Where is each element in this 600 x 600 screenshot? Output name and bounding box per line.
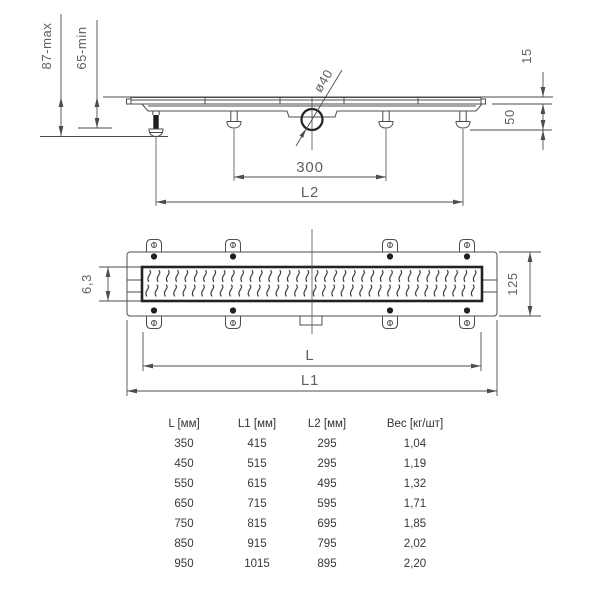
table-cell: 450 — [174, 458, 194, 470]
dim-body-height: 50 — [502, 109, 517, 125]
dim-l: L — [305, 347, 315, 364]
table-cell: 1,04 — [403, 438, 427, 450]
table-header-l: L [мм] — [168, 418, 200, 430]
table-header-wes: Вес [кг/шт] — [386, 418, 444, 430]
table-cell: 795 — [317, 538, 337, 550]
table-header-l1: L1 [мм] — [237, 418, 277, 430]
dim-max-height: 87-max — [39, 22, 54, 70]
table-cell: 750 — [174, 518, 194, 530]
foot — [456, 111, 470, 128]
table-cell: 1,19 — [403, 458, 427, 470]
table-cell: 295 — [317, 458, 337, 470]
table-cell: 715 — [247, 498, 267, 510]
table-cell: 515 — [247, 458, 267, 470]
dim-edge-height: 15 — [519, 48, 534, 64]
size-table — [146, 414, 468, 574]
table-cell: 415 — [247, 438, 267, 450]
dim-outlet-diameter: ø40 — [310, 66, 336, 95]
table-cell: 815 — [247, 518, 267, 530]
table-cell: 1015 — [244, 558, 270, 570]
table-cell: 595 — [317, 498, 337, 510]
dim-grate-width: 6,3 — [79, 274, 94, 294]
foot — [379, 111, 393, 128]
table-cell: 1,71 — [403, 498, 427, 510]
table-cell: 915 — [247, 538, 267, 550]
table-cell: 895 — [317, 558, 337, 570]
table-cell: 615 — [247, 478, 267, 490]
table-cell: 295 — [317, 438, 337, 450]
table-cell: 350 — [174, 438, 194, 450]
table-cell: 1,85 — [403, 518, 427, 530]
adjustable-foot — [149, 111, 163, 137]
dim-l2: L2 — [300, 184, 320, 201]
table-cell: 2,20 — [403, 558, 427, 570]
dim-body-width: 125 — [505, 272, 520, 296]
table-cell: 2,02 — [403, 538, 427, 550]
table-cell: 495 — [317, 478, 337, 490]
table-cell: 650 — [174, 498, 194, 510]
top-view — [127, 229, 497, 334]
dim-foot-spacing: 300 — [296, 159, 324, 176]
table-cell: 850 — [174, 538, 194, 550]
dim-min-height: 65-min — [74, 26, 89, 70]
foot — [227, 111, 241, 128]
table-cell: 695 — [317, 518, 337, 530]
table-cell: 550 — [174, 478, 194, 490]
table-cell: 1,32 — [403, 478, 427, 490]
table-header-l2: L2 [мм] — [307, 418, 347, 430]
dim-l1: L1 — [300, 372, 320, 389]
table-cell: 950 — [174, 558, 194, 570]
outlet-notch — [300, 317, 322, 326]
side-view — [103, 97, 553, 206]
